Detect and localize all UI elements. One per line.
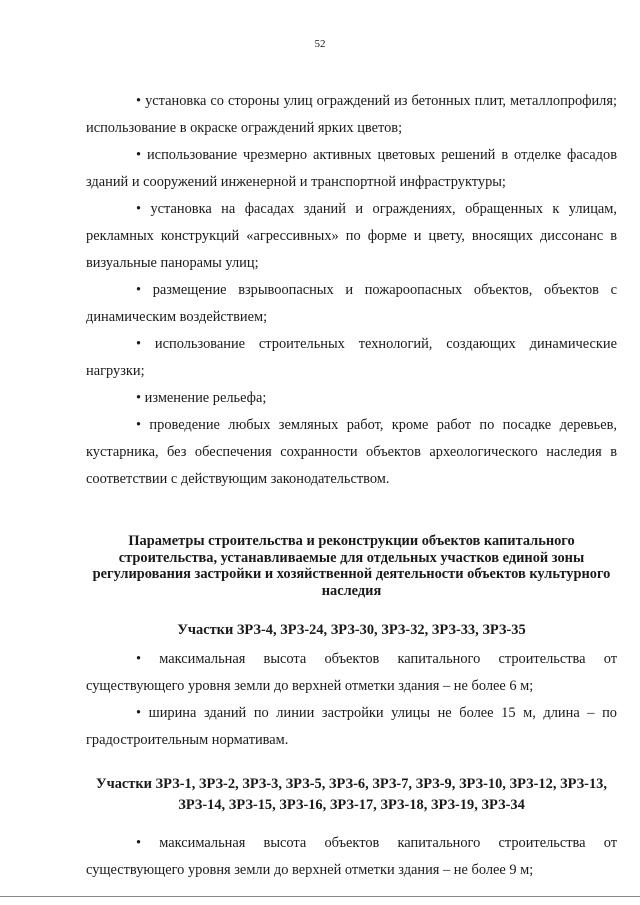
bullet-paragraph: • максимальная высота объектов капитального строительства от существующего уровня земли до верхней отметки здания – не более 6 м; — [86, 651, 617, 694]
zone-group-heading: Участки ЗРЗ-4, ЗРЗ-24, ЗРЗ-30, ЗРЗ-32, ЗРЗ-33, ЗРЗ-35 — [177, 622, 526, 638]
bullet-paragraph: • использование чрезмерно активных цветовых решений в отделке фасадов зданий и сооружений инженерной и транспортной инфраструктуры; — [86, 147, 617, 190]
bullet-paragraph: • максимальная высота объектов капитального строительства от существующего уровня земли до верхней отметки здания – не более 9 м; — [86, 835, 617, 878]
bullet-paragraph: • использование строительных технологий, создающих динамические нагрузки; — [86, 336, 617, 379]
bullet-paragraph: • проведение любых земляных работ, кроме работ по посадке деревьев, кустарника, без обеспечения сохранности объектов археологического наследия в соответствии с действующим законодательством. — [86, 417, 617, 487]
bullet-paragraph: • установка со стороны улиц ограждений из бетонных плит, металлопрофиля; использование в окраске ограждений ярких цветов; — [86, 93, 617, 136]
bullet-paragraph: • размещение взрывоопасных и пожароопасных объектов, объектов с динамическим воздействием; — [86, 282, 617, 325]
page-bottom-rule — [0, 896, 640, 897]
section-heading: Параметры строительства и реконструкции объектов капитального строительства, устанавливаемые для отдельных участков единой зоны регулирования застройки и хозяйственной деятельности объектов культурного наследия — [92, 533, 611, 599]
zone-group-heading: Участки ЗРЗ-1, ЗРЗ-2, ЗРЗ-3, ЗРЗ-5, ЗРЗ-6, ЗРЗ-7, ЗРЗ-9, ЗРЗ-10, ЗРЗ-12, ЗРЗ-13, ЗРЗ-14, ЗРЗ-15, ЗРЗ-16, ЗРЗ-17, ЗРЗ-18, ЗРЗ-19, ЗРЗ-34 — [96, 776, 607, 813]
page-number: 52 — [314, 38, 326, 50]
bullet-paragraph: • установка на фасадах зданий и ограждениях, обращенных к улицам, рекламных конструкций «агрессивных» по форме и цвету, вносящих диссонанс в визуальные панорамы улиц; — [86, 201, 617, 271]
bullet-paragraph: • изменение рельефа; — [136, 390, 267, 406]
bullet-paragraph: • ширина зданий по линии застройки улицы не более 15 м, длина – по градостроительным нормативам. — [86, 705, 617, 748]
document-body — [86, 88, 617, 884]
